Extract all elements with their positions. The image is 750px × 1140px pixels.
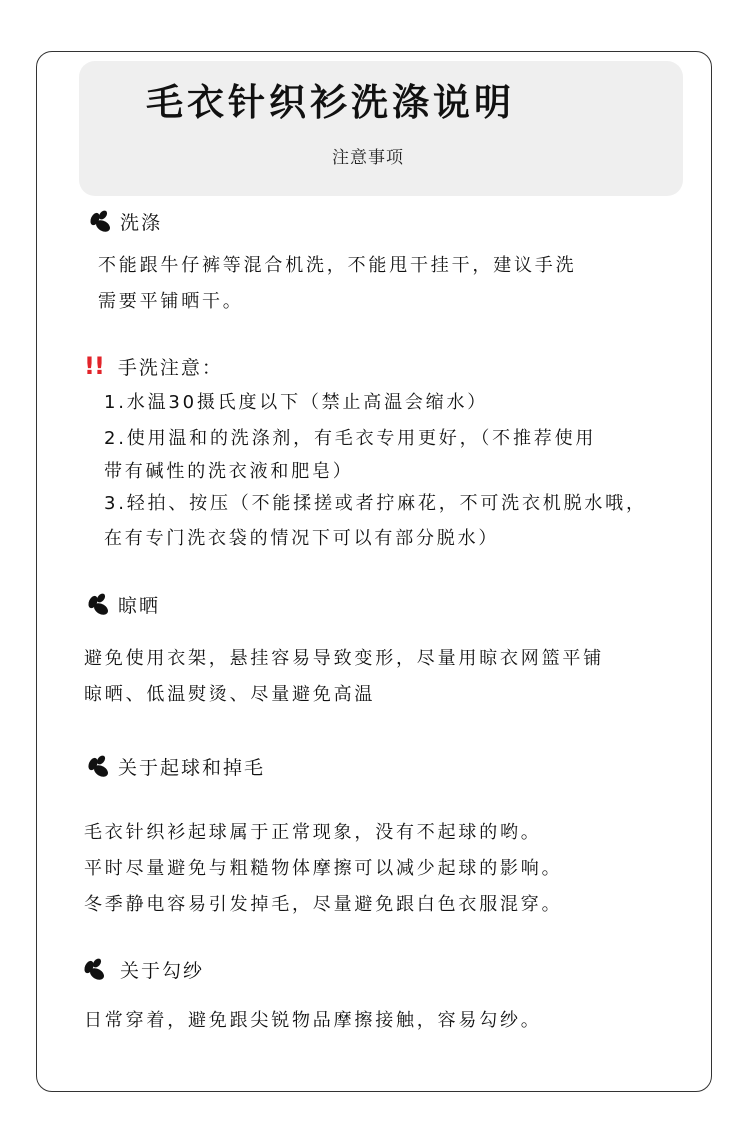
snag-line-1: 日常穿着，避免跟尖锐物品摩擦接触，容易勾纱。 — [84, 1010, 542, 1031]
section-dry-title: 晾晒 — [118, 594, 161, 617]
pilling-line-1: 毛衣针织衫起球属于正常现象，没有不起球的哟。 — [84, 822, 542, 843]
leaf-cluster-icon — [84, 752, 112, 780]
leaf-cluster-icon — [84, 590, 112, 618]
section-wash-title: 洗涤 — [120, 211, 163, 234]
page-subtitle: 注意事项 — [332, 148, 404, 168]
leaf-cluster-icon — [80, 955, 108, 983]
double-exclamation-icon: !! — [84, 352, 104, 380]
section-snag-heading — [80, 955, 204, 983]
section-pilling-title: 关于起球和掉毛 — [118, 756, 266, 779]
section-wash-heading — [86, 207, 162, 235]
handwash-line-4: 3.轻拍、按压（不能揉搓或者拧麻花，不可洗衣机脱水哦， — [104, 493, 647, 514]
leaf-cluster-icon — [86, 207, 114, 235]
section-pilling-heading — [84, 752, 265, 780]
handwash-line-5: 在有专门洗衣袋的情况下可以有部分脱水） — [104, 528, 500, 549]
section-handwash-heading — [84, 352, 223, 380]
dry-line-2: 晾晒、低温熨烫、尽量避免高温 — [84, 684, 376, 705]
pilling-line-3: 冬季静电容易引发掉毛，尽量避免跟白色衣服混穿。 — [84, 894, 563, 915]
handwash-line-1: 1.水温30摄氏度以下（禁止高温会缩水） — [104, 392, 489, 413]
dry-line-1: 避免使用衣架，悬挂容易导致变形，尽量用晾衣网篮平铺 — [84, 648, 604, 669]
wash-line-2: 需要平铺晒干。 — [98, 291, 244, 312]
wash-line-1: 不能跟牛仔裤等混合机洗，不能甩干挂干，建议手洗 — [98, 255, 577, 276]
section-dry-heading — [84, 590, 160, 618]
section-handwash-title: 手洗注意： — [117, 356, 223, 379]
page-title: 毛衣针织衫洗涤说明 — [146, 81, 515, 124]
handwash-line-2: 2.使用温和的洗涤剂，有毛衣专用更好，（不推荐使用 — [104, 428, 597, 449]
section-snag-title: 关于勾纱 — [120, 959, 205, 982]
handwash-line-3: 带有碱性的洗衣液和肥皂） — [104, 461, 354, 482]
pilling-line-2: 平时尽量避免与粗糙物体摩擦可以减少起球的影响。 — [84, 858, 563, 879]
